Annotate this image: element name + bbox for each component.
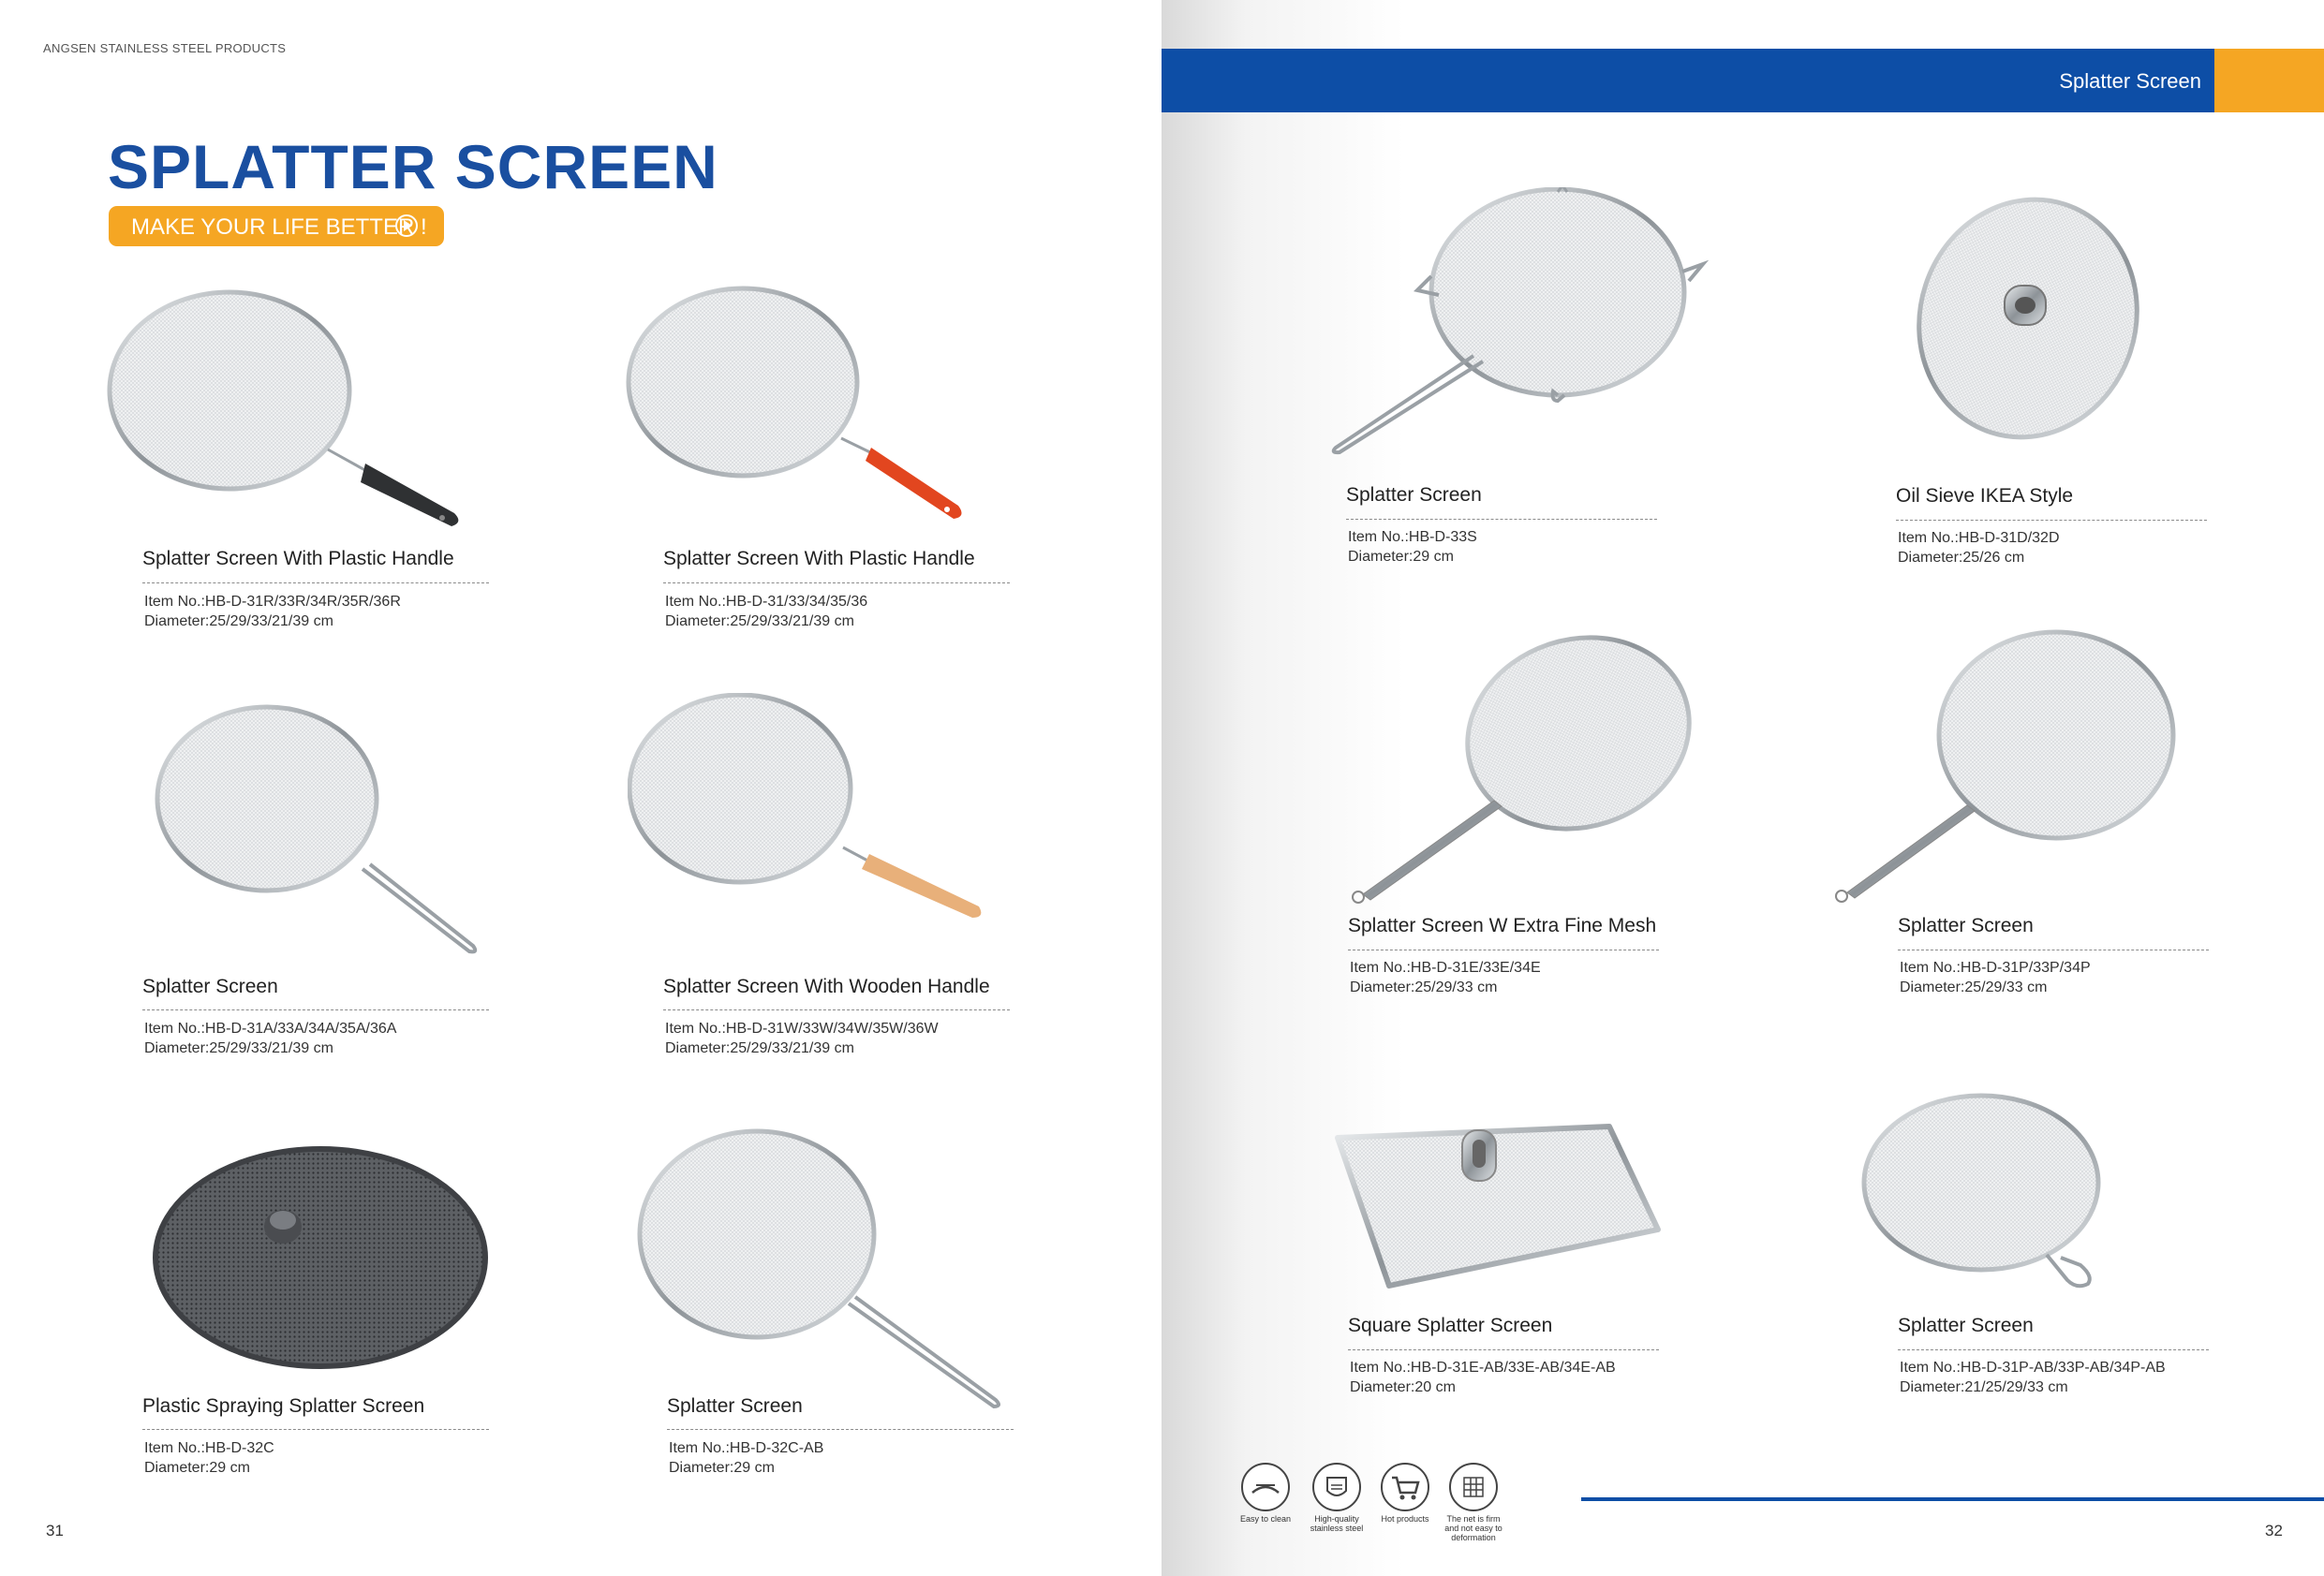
page-number-right: 32 bbox=[2265, 1522, 2283, 1539]
slogan-banner bbox=[109, 206, 444, 246]
product-name: Splatter Screen bbox=[1346, 484, 1482, 506]
plastic-spraying-splatter-screen-image bbox=[152, 1138, 498, 1381]
shopping-cart-icon bbox=[1381, 1463, 1429, 1511]
product-name: Splatter Screen bbox=[667, 1395, 803, 1417]
page-number-left: 31 bbox=[46, 1522, 64, 1539]
product-diameter: Diameter:25/29/33/21/39 cm bbox=[665, 613, 854, 629]
product-name: Splatter Screen With Plastic Handle bbox=[142, 548, 454, 569]
product-name: Plastic Spraying Splatter Screen bbox=[142, 1395, 425, 1417]
section-label: Splatter Screen bbox=[2059, 69, 2201, 93]
splatter-screen-wooden-handle-image bbox=[628, 693, 993, 927]
product-item-number: Item No.:HB-D-31E-AB/33E-AB/34E-AB bbox=[1350, 1360, 1616, 1376]
quality-steel-icon bbox=[1312, 1463, 1361, 1511]
product-diameter: Diameter:25/29/33 cm bbox=[1350, 979, 1498, 995]
feature-label: Easy to clean bbox=[1239, 1514, 1292, 1524]
splatter-screen-large-wire-handle-image bbox=[635, 1124, 1010, 1414]
divider bbox=[1348, 1349, 1659, 1350]
easy-clean-icon bbox=[1241, 1463, 1290, 1511]
product-diameter: Diameter:29 cm bbox=[1348, 549, 1454, 565]
product-item-number: Item No.:HB-D-31D/32D bbox=[1898, 530, 2060, 546]
divider bbox=[142, 1009, 489, 1010]
product-item-number: Item No.:HB-D-31P/33P/34P bbox=[1900, 960, 2091, 976]
product-name: Splatter Screen bbox=[1898, 1315, 2034, 1336]
feature-label: High-quality stainless steel bbox=[1310, 1514, 1364, 1533]
divider bbox=[667, 1429, 1014, 1430]
product-item-number: Item No.:HB-D-32C bbox=[144, 1440, 274, 1456]
divider bbox=[663, 582, 1010, 583]
product-name: Oil Sieve IKEA Style bbox=[1896, 485, 2074, 507]
firm-net-icon bbox=[1449, 1463, 1498, 1511]
product-diameter: Diameter:25/29/33/21/39 cm bbox=[665, 1040, 854, 1056]
product-diameter: Diameter:29 cm bbox=[669, 1460, 775, 1476]
feature-firm-net bbox=[1441, 1463, 1506, 1542]
product-diameter: Diameter:25/26 cm bbox=[1898, 550, 2025, 566]
product-name: Splatter Screen W Extra Fine Mesh bbox=[1348, 915, 1657, 936]
feature-quality-steel bbox=[1304, 1463, 1369, 1533]
feature-label: Hot products bbox=[1381, 1514, 1429, 1524]
product-diameter: Diameter:29 cm bbox=[144, 1460, 250, 1476]
product-item-number: Item No.:HB-D-31E/33E/34E bbox=[1350, 960, 1541, 976]
splatter-screen-tube-handle-image bbox=[1827, 627, 2183, 908]
product-diameter: Diameter:25/29/33 cm bbox=[1900, 979, 2048, 995]
page-title: SPLATTER SCREEN bbox=[108, 132, 718, 201]
feature-easy-clean bbox=[1233, 1463, 1298, 1524]
product-diameter: Diameter:20 cm bbox=[1350, 1379, 1456, 1395]
splatter-screen-with-hooks-image bbox=[1328, 187, 1731, 468]
product-diameter: Diameter:25/29/33/21/39 cm bbox=[144, 1040, 333, 1056]
product-name: Splatter Screen bbox=[142, 976, 278, 997]
slogan-text: MAKE YOUR LIFE BETTER ! bbox=[131, 214, 427, 240]
square-splatter-screen-image bbox=[1328, 1119, 1665, 1297]
product-item-number: Item No.:HB-D-33S bbox=[1348, 529, 1477, 545]
footer-rule bbox=[1581, 1497, 2324, 1501]
product-name: Square Splatter Screen bbox=[1348, 1315, 1553, 1336]
product-item-number: Item No.:HB-D-31R/33R/34R/35R/36R bbox=[144, 594, 401, 610]
product-item-number: Item No.:HB-D-31W/33W/34W/35W/36W bbox=[665, 1021, 939, 1037]
product-item-number: Item No.:HB-D-31P-AB/33P-AB/34P-AB bbox=[1900, 1360, 2166, 1376]
brand-name: ANGSEN STAINLESS STEEL PRODUCTS bbox=[43, 41, 287, 55]
play-arrow-icon bbox=[395, 214, 418, 237]
splatter-screen-red-handle-image bbox=[626, 281, 982, 534]
product-name: Splatter Screen bbox=[1898, 915, 2034, 936]
extra-fine-mesh-splatter-screen-image bbox=[1344, 623, 1710, 904]
divider bbox=[142, 1429, 489, 1430]
product-item-number: Item No.:HB-D-31A/33A/34A/35A/36A bbox=[144, 1021, 397, 1037]
divider bbox=[1896, 520, 2207, 521]
product-item-number: Item No.:HB-D-32C-AB bbox=[669, 1440, 824, 1456]
divider bbox=[1346, 519, 1657, 520]
product-item-number: Item No.:HB-D-31/33/34/35/36 bbox=[665, 594, 868, 610]
product-name: Splatter Screen With Wooden Handle bbox=[663, 976, 990, 997]
divider bbox=[663, 1009, 1010, 1010]
feature-hot-products bbox=[1372, 1463, 1438, 1524]
splatter-screen-wire-handle-image bbox=[155, 700, 492, 963]
divider bbox=[1898, 1349, 2209, 1350]
header-accent bbox=[2214, 49, 2324, 112]
divider bbox=[142, 582, 489, 583]
product-diameter: Diameter:21/25/29/33 cm bbox=[1900, 1379, 2068, 1395]
feature-label: The net is firm and not easy to deformation bbox=[1444, 1514, 1502, 1542]
product-name: Splatter Screen With Plastic Handle bbox=[663, 548, 975, 569]
product-diameter: Diameter:25/29/33/21/39 cm bbox=[144, 613, 333, 629]
oil-sieve-ikea-style-image bbox=[1911, 192, 2145, 445]
splatter-screen-ring-hanger-image bbox=[1859, 1091, 2131, 1292]
splatter-screen-black-handle-image bbox=[103, 286, 468, 529]
